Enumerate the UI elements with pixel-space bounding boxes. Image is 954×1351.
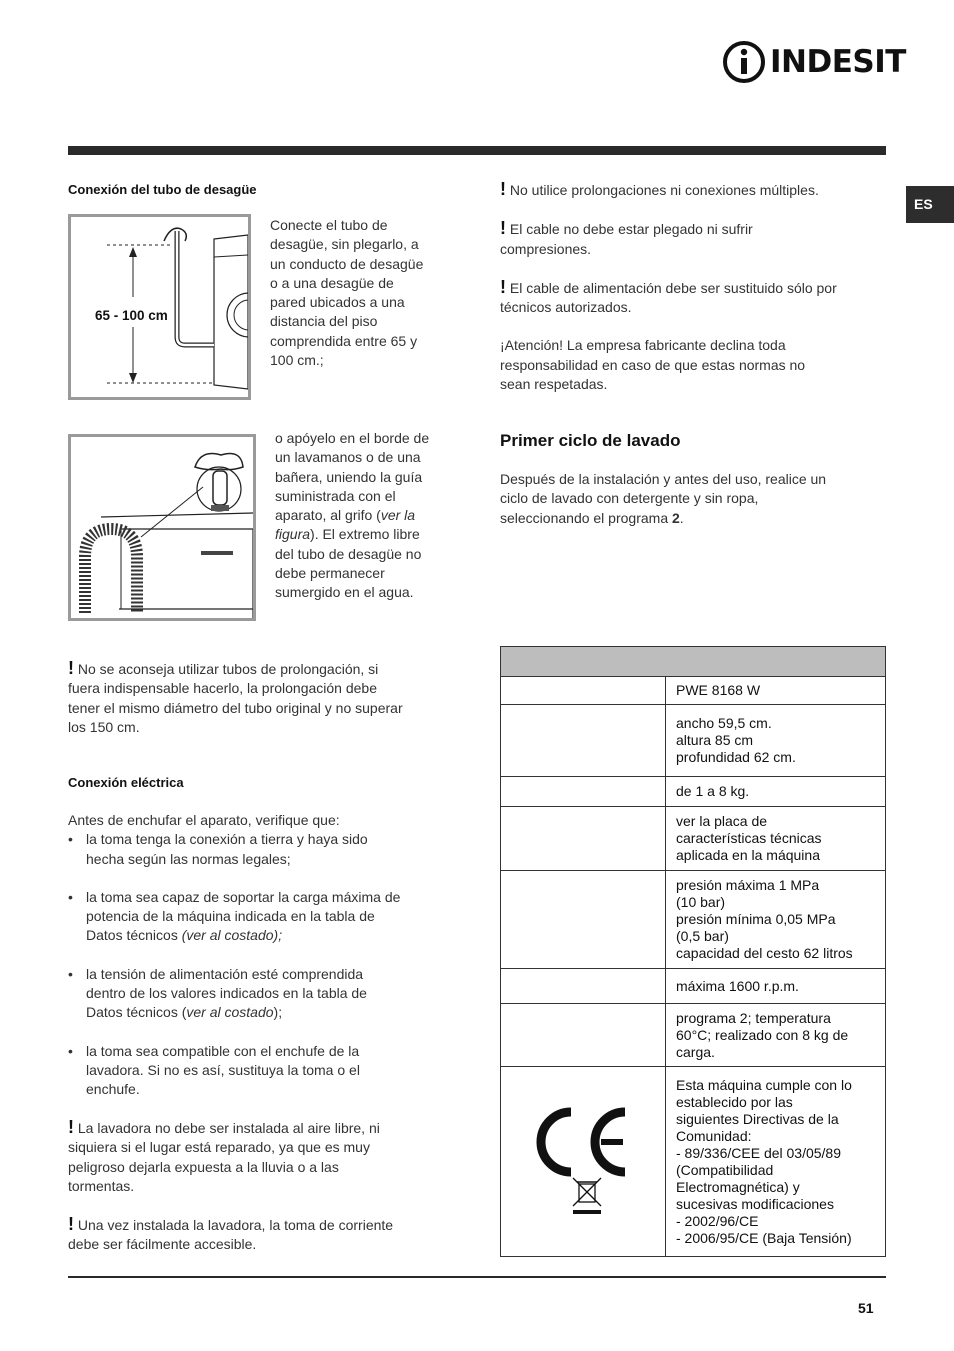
warnings-block: ! No utilice prolongaciones ni conexiones múltiples. ! El cable no debe estar plegado ni sufrir compresiones. ! El cable de alimentación debe ser sustituido sólo por técnicos autorizados. ¡Atención! La empresa fabricante declina toda responsabilidad en caso de que estas normas no sean respetadas.: [500, 179, 837, 393]
weee-bin-icon: [573, 1178, 601, 1214]
drain-text-2: o apóyelo en el borde de un lavamanos o de una bañera, uniendo la guía suministrada con el aparato, al grifo (ver la figura). El extremo libre del tubo de desagüe no debe permanecer sumergido en el agua.: [275, 430, 430, 601]
language-tab: ES: [906, 186, 954, 223]
technical-data-table: [500, 646, 886, 1257]
drain-sink-figure: [68, 434, 256, 621]
bottom-rule: [68, 1276, 886, 1278]
table-row: ver la placa de características técnicas aplicada en la máquina: [501, 807, 886, 871]
first-cycle-text: Después de la instalación y antes del uso, realice un ciclo de lavado con detergente y sin ropa, seleccionando el programa 2.: [500, 471, 827, 526]
list-item: • la toma tenga la conexión a tierra y haya sido hecha según las normas legales;: [68, 830, 460, 869]
warning-mark-icon: !: [500, 179, 506, 199]
warning-mark-icon: !: [68, 658, 74, 678]
table-row: de 1 a 8 kg.: [501, 777, 886, 807]
ce-mark-icon: [533, 1104, 633, 1216]
drain-text-1: Conecte el tubo de desagüe, sin plegarlo, a un conducto de desagüe o a una desagüe de pared ubicados a una distancia del piso comprendida entre 65 y 100 cm.;: [270, 217, 424, 369]
warning-mark-icon: !: [68, 1214, 74, 1234]
table-row: programa 2; temperatura 60°C; realizado con 8 kg de carga.: [501, 1004, 886, 1067]
list-item: • la tensión de alimentación esté comprendida dentro de los valores indicados en la tabla de Datos técnicos (ver al costado);: [68, 965, 460, 1023]
top-rule: [68, 146, 886, 155]
drain-sink-diagram: [71, 437, 253, 618]
drain-height-diagram: [71, 217, 248, 397]
table-header-cell: [501, 647, 886, 677]
drain-height-figure: [68, 214, 251, 400]
brand-logo-icon: [722, 40, 772, 84]
table-row: Esta máquina cumple con lo establecido por las siguientes Directivas de la Comunidad: - 89/336/CEE del 03/05/89 (Compatibilidad Electromagnética) y sucesivas modificaciones - 2002/96/CE - 2006/95/CE (Baja Tensión): [501, 1067, 886, 1257]
table-row: presión máxima 1 MPa (10 bar) presión mínima 0,05 MPa (0,5 bar) capacidad del cesto 62 litros: [501, 871, 886, 969]
electric-checklist: Antes de enchufar el aparato, verifique que: • la toma tenga la conexión a tierra y haya sido hecha según las normas legales; • la toma sea capaz de soportar la carga máxima de potencia de la máquina indicada en la tabla de Datos técnicos (ver al costado); • la tensión de alimentación esté comprendida dentro de los valores indicados en la tabla de Datos técnicos (ver al costado); • la toma sea compatible con el enchufe de la lavadora. Si no es así, sustituya la toma o el enchufe.: [68, 811, 460, 1100]
table-row: PWE 8168 W: [501, 677, 886, 705]
warning-mark-icon: !: [500, 218, 506, 239]
note-extension: ! No se aconseja utilizar tubos de prolongación, si fuera indispensable hacerlo, la prolongación debe tener el mismo diámetro del tubo original y no superar los 150 cm.: [68, 658, 403, 735]
page-number: 51: [858, 1300, 874, 1316]
note-outdoor: ! La lavadora no debe ser instalada al aire libre, ni siquiera si el lugar está reparado, ya que es muy peligroso dejarla expuesta a la lluvia o a las tormentas.: [68, 1117, 380, 1194]
note-access: ! Una vez instalada la lavadora, la toma de corriente debe ser fácilmente accesible.: [68, 1214, 394, 1253]
list-item: • la toma sea capaz de soportar la carga máxima de potencia de la máquina indicada en la tabla de Datos técnicos (ver al costado);: [68, 888, 460, 946]
first-cycle-heading: Primer ciclo de lavado: [500, 431, 681, 450]
height-range-label: 65 - 100 cm: [95, 308, 168, 323]
warning-mark-icon: !: [500, 276, 506, 297]
drain-heading: Conexión del tubo de desagüe: [68, 182, 257, 197]
table-row: ancho 59,5 cm. altura 85 cm profundidad 62 cm.: [501, 705, 886, 777]
brand-logo-text: INDESIT: [770, 44, 906, 80]
list-item: • la toma sea compatible con el enchufe de la lavadora. Si no es así, sustituya la toma o el enchufe.: [68, 1042, 460, 1100]
table-header-row: [501, 647, 886, 677]
electric-heading: Conexión eléctrica: [68, 775, 184, 790]
table-row: máxima 1600 r.p.m.: [501, 969, 886, 1004]
warning-mark-icon: !: [68, 1117, 74, 1137]
